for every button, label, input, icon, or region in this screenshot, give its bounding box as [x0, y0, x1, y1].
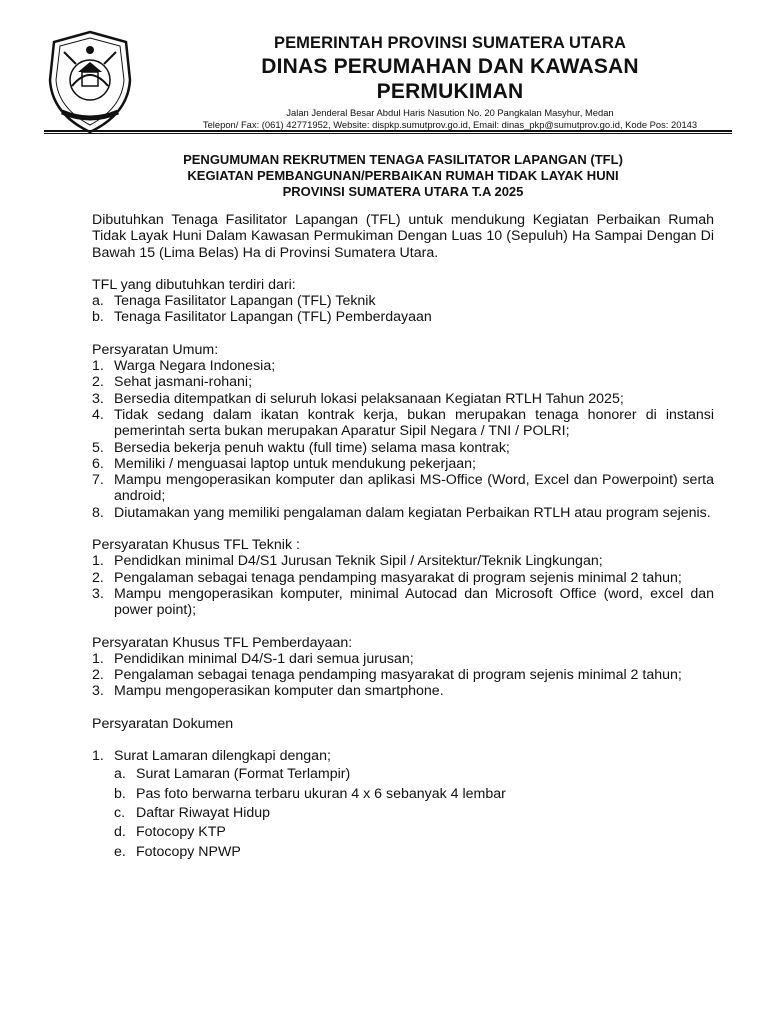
tfl-section — [92, 277, 714, 326]
list-item — [92, 651, 714, 667]
dokumen-heading: Persyaratan Dokumen — [92, 715, 234, 732]
list-marker: 6. — [92, 455, 104, 472]
pemberdayaan-heading: Persyaratan Khusus TFL Pemberdayaan: — [92, 634, 353, 651]
letterhead — [140, 32, 760, 131]
list-marker: b. — [114, 785, 126, 802]
list-item — [92, 407, 714, 440]
list-marker: 1. — [92, 650, 104, 667]
title-line-1: PENGUMUMAN REKRUTMEN TENAGA FASILITATOR LAPANGAN (TFL) — [183, 152, 623, 167]
persyaratan-umum-section — [92, 342, 714, 521]
sub-list-item — [114, 786, 714, 802]
list-item — [92, 293, 714, 309]
list-text: Mampu mengoperasikan komputer dan smartphone. — [114, 683, 444, 700]
list-marker: 1. — [92, 553, 104, 570]
list-item — [92, 505, 714, 521]
list-marker: d. — [114, 824, 126, 841]
list-marker: a. — [92, 293, 104, 310]
list-text: Pendidkan minimal D4/S1 Jurusan Teknik Sipil / Arsitektur/Teknik Lingkungan; — [114, 553, 603, 570]
list-marker: 3. — [92, 390, 104, 407]
list-item — [92, 570, 714, 586]
list-text: Tidak sedang dalam ikatan kontrak kerja, bukan merupakan tenaga honorer di instansi pemerintah serta bukan merupakan Aparatur Sipil Negara / TNI / POLRI; — [114, 406, 714, 440]
list-text: Diutamakan yang memiliki pengalaman dalam kegiatan Perbaikan RTLH atau program sejenis. — [114, 504, 711, 521]
list-item — [92, 309, 714, 325]
list-item — [92, 358, 714, 374]
list-text: Tenaga Fasilitator Lapangan (TFL) Pemberdayaan — [114, 309, 432, 326]
agency-name: DINAS PERUMAHAN DAN KAWASAN — [261, 55, 639, 78]
list-text: Fotocopy KTP — [136, 824, 226, 841]
list-marker: 8. — [92, 504, 104, 521]
list-text: Bersedia bekerja penuh waktu (full time) selama masa kontrak; — [114, 439, 510, 456]
umum-heading: Persyaratan Umum: — [92, 341, 219, 358]
announcement-body — [92, 212, 714, 860]
list-text: Mampu mengoperasikan komputer, minimal Autocad dan Microsoft Office (word, excel dan power point); — [114, 585, 714, 619]
title-line-3: PROVINSI SUMATERA UTARA T.A 2025 — [282, 184, 524, 199]
agency-contact: Telepon/ Fax: (061) 42771952, Website: dispkp.sumutprov.go.id, Email: dinas_pkp@sumutprov.go.id, Kode Pos: 20143 — [202, 119, 698, 130]
list-text: Surat Lamaran dilengkapi dengan; — [114, 748, 331, 765]
list-marker: a. — [114, 766, 126, 783]
list-item — [92, 440, 714, 456]
list-item — [92, 374, 714, 390]
list-text: Fotocopy NPWP — [136, 843, 241, 860]
list-text: Tenaga Fasilitator Lapangan (TFL) Teknik — [114, 293, 376, 310]
agency-address: Jalan Jenderal Besar Abdul Haris Nasution No. 20 Pangkalan Masyhur, Medan — [286, 107, 614, 118]
list-text: Bersedia ditempatkan di seluruh lokasi pelaksanaan Kegiatan RTLH Tahun 2025; — [114, 390, 624, 407]
list-marker: 2. — [92, 667, 104, 684]
list-marker: c. — [114, 804, 126, 821]
provincial-emblem-icon — [42, 28, 138, 136]
agency-name-cont: PERMUKIMAN — [376, 80, 524, 103]
list-text: Memiliki / menguasai laptop untuk mendukung pekerjaan; — [114, 455, 476, 472]
persyaratan-pemberdayaan-section — [92, 635, 714, 700]
list-item — [92, 748, 714, 764]
intro-paragraph: Dibutuhkan Tenaga Fasilitator Lapangan (TFL) untuk mendukung Kegiatan Perbaikan Rumah Tidak Layak Huni Dalam Kawasan Permukiman Dengan Luas 10 (Sepuluh) Ha Sampai Dengan Di Bawah 15 (Lima Belas) Ha di Provinsi Sumatera Utara. — [92, 212, 714, 261]
sub-list-item — [114, 844, 714, 860]
list-marker: e. — [114, 843, 126, 860]
list-marker: 1. — [92, 358, 104, 375]
list-text: Sehat jasmani-rohani; — [114, 374, 253, 391]
sub-list-item — [114, 824, 714, 840]
list-item — [92, 667, 714, 683]
list-item — [92, 553, 714, 569]
list-text: Pas foto berwarna terbaru ukuran 4 x 6 sebanyak 4 lembar — [136, 785, 506, 802]
persyaratan-teknik-section — [92, 537, 714, 618]
list-text: Surat Lamaran (Format Terlampir) — [136, 766, 351, 783]
list-text: Pengalaman sebagai tenaga pendamping masyarakat di program sejenis minimal 2 tahun; — [114, 569, 682, 586]
government-name: PEMERINTAH PROVINSI SUMATERA UTARA — [273, 34, 627, 52]
list-marker: b. — [92, 309, 104, 326]
persyaratan-dokumen-section — [92, 716, 714, 860]
list-marker: 3. — [92, 585, 104, 602]
sub-list-item — [114, 766, 714, 782]
sub-list-item — [114, 805, 714, 821]
list-text: Pengalaman sebagai tenaga pendamping masyarakat di program sejenis minimal 2 tahun; — [114, 667, 682, 684]
list-text: Mampu mengoperasikan komputer dan aplikasi MS-Office (Word, Excel dan Powerpoint) serta android; — [114, 472, 714, 505]
announcement-title — [92, 152, 714, 200]
list-item — [92, 456, 714, 472]
list-text: Warga Negara Indonesia; — [114, 358, 276, 375]
list-item — [92, 472, 714, 505]
list-marker: 7. — [92, 472, 104, 489]
list-marker: 2. — [92, 569, 104, 586]
list-marker: 3. — [92, 683, 104, 700]
tfl-heading: TFL yang dibutuhkan terdiri dari: — [92, 276, 296, 293]
list-marker: 4. — [92, 406, 104, 423]
header-divider — [44, 130, 732, 132]
title-line-2: KEGIATAN PEMBANGUNAN/PERBAIKAN RUMAH TIDAK LAYAK HUNI — [187, 168, 619, 183]
list-marker: 1. — [92, 748, 104, 765]
list-text: Daftar Riwayat Hidup — [136, 804, 271, 821]
list-marker: 5. — [92, 439, 104, 456]
teknik-heading: Persyaratan Khusus TFL Teknik : — [92, 537, 300, 554]
list-item — [92, 683, 714, 699]
list-text: Pendidikan minimal D4/S-1 dari semua jurusan; — [114, 650, 414, 667]
header-divider-thin — [44, 133, 732, 134]
list-marker: 2. — [92, 374, 104, 391]
list-item — [92, 391, 714, 407]
list-item — [92, 586, 714, 619]
